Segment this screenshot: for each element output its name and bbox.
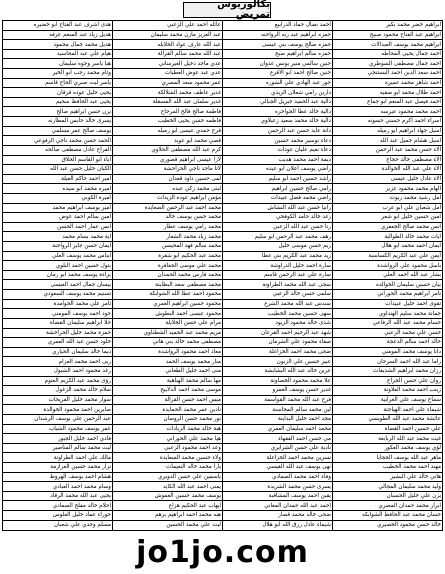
name-cell: امير يوسف ابراهيم محمد xyxy=(3,203,113,213)
name-cell: منار محمد يوسف الحمد xyxy=(113,357,223,367)
table-row xyxy=(3,443,443,453)
table-row xyxy=(3,59,443,69)
name-cell: يحيى خليل عوده قرقان xyxy=(3,88,113,98)
name-cell: لين محمد سالم المحاسنة xyxy=(223,405,333,415)
name-cell: محمد علي موسى الجعافرة xyxy=(113,261,223,271)
name-cell: دعاء نعيم عليان عودات xyxy=(223,145,333,155)
name-cell: اسيل هشام جميل عبد الله xyxy=(333,136,443,146)
name-cell: غدير سلمان عبد الله المسقلة xyxy=(113,97,223,107)
name-cell: احمد عبد الله حمدان المعاني xyxy=(223,501,333,511)
name-cell: رامي صالح حسين ابراهيم xyxy=(223,184,333,194)
name-cell: امين حسين خليل ابو شعر xyxy=(333,213,443,223)
name-cell: ايناس محمد يوسف العلي xyxy=(3,251,113,261)
table-row xyxy=(3,424,443,434)
name-cell: محمد حسن يوسف خالد xyxy=(113,213,223,223)
name-cell: ايمان احمد محمد ابو هلال xyxy=(333,242,443,252)
name-cell: حمزه ابراهيم عبد ربه الرواحنه xyxy=(223,30,333,40)
name-cell: احمد شاهر محمد عميره xyxy=(333,78,443,88)
name-cell: روان علي حسن الجراح xyxy=(333,376,443,386)
name-cell: محمد سالم فهد المحيسن xyxy=(113,242,223,252)
name-cell: امل رشيد محمد ربوت xyxy=(333,193,443,203)
name-cell: مهند احمد محمد الخطيب xyxy=(333,463,443,473)
name-cell: لانا ماجد ناجي الحراحشة xyxy=(113,165,223,175)
name-cell: رانيا حسن عبد الله النشاش xyxy=(223,203,333,213)
name-cell: سندس عبد الله محمد الشرع xyxy=(223,299,333,309)
name-cell: غدير عاطف محمد الشلالكة xyxy=(113,88,223,98)
name-cell: براءة يوسف محمد ابو رمان xyxy=(3,270,113,280)
name-cell: يوسف صالح عمر مسلمي xyxy=(3,126,113,136)
name-cell: الاء علي عبد الله الخوالدة xyxy=(333,165,443,175)
name-cell: يحيى عبد الله محمد الرقاد xyxy=(3,491,113,501)
watermark-footer xyxy=(0,531,445,574)
name-cell: يزن حسن ابراهيم صالح xyxy=(3,107,113,117)
name-cell: عبد الله عارف عواد الخلايله xyxy=(113,40,223,50)
name-cell: سارة علي عبد الرحمن قاسم xyxy=(223,270,333,280)
name-cell: امل شعبان علي ابو عرب xyxy=(333,203,443,213)
name-cell: سوار محمد خليل الفريحات xyxy=(3,395,113,405)
name-cell: سلام خالد محمد الزغول xyxy=(3,386,113,396)
table-row xyxy=(3,491,443,501)
name-cell: صابرين احمد محمود الخوالدة xyxy=(3,405,113,415)
name-cell: نزار محمد حسين العزازمة xyxy=(3,463,113,473)
table-row xyxy=(3,97,443,107)
name-cell: نسرين محمد احمد الخزاعلة xyxy=(223,453,333,463)
name-cell: محمد احمد عبد الرحمن الصعايدة xyxy=(113,203,223,213)
name-cell: عمر محمود سعد المصري xyxy=(113,78,223,88)
name-cell: حنين سالمي منير يونس عدوان xyxy=(223,59,333,69)
name-cell: نادين عمر محمد الحمايدة xyxy=(113,405,223,415)
name-cell: شيماء عادل رزق الله ابو هلال xyxy=(223,520,333,530)
name-cell: يسرى خالد حابس المطارنه xyxy=(3,117,113,127)
name-cell: محمود احمد عطا الله الشوابكة xyxy=(113,290,223,300)
table-row xyxy=(3,357,443,367)
name-cell: هديل محمد جمال محمود xyxy=(3,40,113,50)
name-cell: غدير حسن يوسف العمرو xyxy=(223,386,333,396)
name-cell: مها سالم محمد الهباهبة xyxy=(113,376,223,386)
name-cell: مؤمن ابراهيم عوده الزيدات xyxy=(113,193,223,203)
table-row xyxy=(3,261,443,271)
name-cell: حسن علي محمد الزعبي xyxy=(333,328,443,338)
name-cell: ابرار محمد حمدان المصري xyxy=(333,501,443,511)
name-cell: عائله احمد علي الزعبي xyxy=(113,21,223,31)
name-cell: الهام محمد محمود عزيز xyxy=(333,184,443,194)
table-row xyxy=(3,232,443,242)
name-cell: بتول حسين احمد البلوي xyxy=(3,261,113,271)
name-cell: ايمان حسن جابر الرواحنة xyxy=(3,242,113,252)
name-cell: شهد عبد الرحيم احمد القرعان xyxy=(223,328,333,338)
name-cell: اية محمد بسام محمد xyxy=(3,232,113,242)
name-cell: محمد مصطفى سعد البطاينة xyxy=(113,280,223,290)
names-table xyxy=(2,20,443,531)
name-cell: تقوى احمد خليل عبيدات xyxy=(333,299,443,309)
name-cell: محمد احمد سليمان العمري xyxy=(223,424,333,434)
name-cell: سهى حسين محمد الخطيب xyxy=(223,309,333,319)
name-cell: احمد طلال محمد ابو صقيه xyxy=(333,88,443,98)
name-cell: يزن علي خليل الحسبان xyxy=(333,491,443,501)
name-cell: ولاء حسين محمد السعايدة xyxy=(113,453,223,463)
table-row xyxy=(3,366,443,376)
name-cell: فاطمة صالح فالح المرحاح xyxy=(113,107,223,117)
name-cell: قصي محمد ابو عويد xyxy=(113,136,223,146)
name-cell: فادي احمد خليل الجبور xyxy=(3,434,113,444)
table-row xyxy=(3,328,443,338)
name-cell: ياسمين علي حسن الدويري xyxy=(113,472,223,482)
name-cell: ابراهيم عبد الفتاح محمود صبيح xyxy=(333,30,443,40)
name-cell: نهى يوسف عبد الله القيسي xyxy=(223,463,333,473)
name-cell: ديما خالد سليمان الحياري xyxy=(3,347,113,357)
name-cell: احمد نضال حماد الدرابيع xyxy=(223,21,333,31)
name-cell: ياسر ليث صبري الحاج قاسم xyxy=(3,78,113,88)
table-row xyxy=(3,395,443,405)
table-row xyxy=(3,309,443,319)
name-cell: دالية خالد عطا الجواحره xyxy=(223,107,333,117)
table-row xyxy=(3,117,443,127)
name-cell: يمنى احمد عبد الله الكايد xyxy=(113,482,223,492)
name-cell: نور محمد حسن الروسان xyxy=(113,414,223,424)
table-row xyxy=(3,203,443,213)
name-cell: وئام محمد رجب ابو الخير xyxy=(3,69,113,79)
name-cell: بشار عبد الله احمد العلي xyxy=(333,270,443,280)
name-cell: حور عبد الهادي علي الشوره xyxy=(223,78,333,88)
name-cell: هشام احمد يوسف الهروط xyxy=(3,472,113,482)
table-row xyxy=(3,376,443,386)
name-cell: فرح عبد الله محمد القواسمة xyxy=(223,395,333,405)
name-cell: هبة خالد محمد الزيادات xyxy=(113,424,223,434)
name-cell: راما عبد الله احمد السرحان xyxy=(333,357,443,367)
name-cell: غيث محمد عبد الله الربابعة xyxy=(333,434,443,444)
name-cell: صفاء محمود علي الشرمان xyxy=(223,338,333,348)
table-row xyxy=(3,453,443,463)
name-cell: جمانة محمد سليم الهنداوي xyxy=(333,309,443,319)
name-cell: عبد العزيز مازن محمد سليمان xyxy=(113,30,223,40)
page-title: بكالوريوس تمريض xyxy=(183,2,271,18)
name-cell: احمد جمال مصطفى السوطري xyxy=(333,59,443,69)
name-cell: رنا حسن عبد الله الزعبي xyxy=(223,222,333,232)
name-cell: ماهر عبد الله يوسف الحجايا xyxy=(333,453,443,463)
name-cell: لؤي يوسف محمد العكور xyxy=(333,443,443,453)
table-row xyxy=(3,290,443,300)
name-cell: الاء عادل خليل عيسى xyxy=(333,174,443,184)
name-cell: عائشة محمد عبد الله الطويسي xyxy=(333,414,443,424)
name-cell: منى احمد خليل الطعاني xyxy=(113,366,223,376)
name-cell: دارين رامي شعلان الزيدي xyxy=(223,88,333,98)
name-cell: دانا يوسف محمد المومني xyxy=(333,347,443,357)
name-cell: علا محمد محمود الخصاونة xyxy=(223,376,333,386)
name-cell: هيام علي عبد المحاسيد xyxy=(3,49,113,59)
name-cell: احمد سعد الدين احمد البستنجي xyxy=(333,69,443,79)
name-cell: الفراح عادل مصطفى صالحه xyxy=(3,145,113,155)
name-cell: تسنيم محمد يوسف السعودي xyxy=(3,290,113,300)
name-cell: مسلم وجدي علي شعبان xyxy=(3,520,113,530)
table-row xyxy=(3,126,443,136)
table-row xyxy=(3,520,443,530)
name-cell: ضحى محمد احمد الخزاعلة xyxy=(223,347,333,357)
name-cell: محمود عيسى احمد البطوش xyxy=(113,309,223,319)
table-row xyxy=(3,242,443,252)
name-cell: حمزه سالم ابراهيم صبح xyxy=(223,49,333,59)
name-cell: خالد احمد سالم الدعجة xyxy=(333,338,443,348)
name-cell: رغد خالد حامد الكوفحي xyxy=(223,213,333,223)
name-cell: معاذ احمد محمود الرواشدة xyxy=(113,347,223,357)
name-cell: جود احمد يوسف المومني xyxy=(3,309,113,319)
name-cell: الاء مصطفى خالد حجاج xyxy=(333,155,443,165)
name-cell: هيا ياسر وجوه سليمان xyxy=(3,59,113,69)
name-cell: يحيى عبد الحافظ سحيم xyxy=(3,97,113,107)
table-row xyxy=(3,222,443,232)
name-cell: لبنى محمد زكي عبده xyxy=(113,184,223,194)
name-cell: بيان حسين سليمان الخوالده xyxy=(333,280,443,290)
name-cell: هدى اشرف عبد الفتاح ابو خضيره xyxy=(3,21,113,31)
name-cell: دعاء توسير محمد حسين xyxy=(223,136,333,146)
table-row xyxy=(3,386,443,396)
table-row xyxy=(3,270,443,280)
name-cell: الحمد حسن محمد ناجي الرفوعي xyxy=(3,136,113,146)
table-row xyxy=(3,347,443,357)
name-cell: اميره محمد ابو سيده xyxy=(3,184,113,194)
table-row xyxy=(3,463,443,473)
table-row xyxy=(3,434,443,444)
name-cell: وفاء احمد محمد الصمادي xyxy=(223,472,333,482)
name-cell: عدي عبد عوض العطيات xyxy=(113,69,223,79)
table-row xyxy=(3,184,443,194)
name-cell: سلمى حسن خالد الزعبي xyxy=(223,290,333,300)
name-cell: وليد محمد سليمان المجالي xyxy=(333,482,443,492)
table-row xyxy=(3,414,443,424)
name-cell: مريم محمد عبد الحميد الشطناوي xyxy=(113,328,223,338)
name-cell: هديل زياد عبد المنعم عرفه xyxy=(3,30,113,40)
name-cell: رؤى محمد عبد الكريم العتوم xyxy=(3,376,113,386)
name-cell: سجى عبد الله محمد الطراونة xyxy=(223,280,333,290)
name-cell: مي حسن احمد الفقهاء xyxy=(223,434,333,444)
name-cell: اسيل جهاد ابراهيم ابو رميله xyxy=(333,126,443,136)
name-cell: زينب احمد محمد العلاونة xyxy=(333,386,443,396)
name-cell: هيا محمد علي الحوراني xyxy=(113,434,223,444)
table-row xyxy=(3,30,443,40)
name-cell: عبد الرحمن علي يوسف الرشدان xyxy=(3,414,113,424)
name-cell: مصطفى محمد خالد بني هاني xyxy=(113,338,223,348)
name-cell: ريم حسن موسى خليل xyxy=(223,242,333,252)
name-cell: ليث علي محمد الحسين xyxy=(113,520,223,530)
name-cell: حلا ابراهيم سليمان القضاة xyxy=(3,318,113,328)
names-table-body xyxy=(3,21,443,531)
name-cell: نادية علي حسن الشرايري xyxy=(223,443,333,453)
name-cell: رهف محمد عبد الرحمن ابو سليم xyxy=(223,232,333,242)
name-cell: ابراهيم محمد يوسف العبدالات xyxy=(333,40,443,50)
name-cell: احلام خالد مفلح الصمادي xyxy=(3,501,113,511)
name-cell: حسان محمد عبد الحافظ الشوابكه xyxy=(333,511,443,521)
table-row xyxy=(3,501,443,511)
name-cell: حمزة محمد خليل الحراحشة xyxy=(3,328,113,338)
table-row xyxy=(3,280,443,290)
name-cell: ليث محمد سالم المناصير xyxy=(3,443,113,453)
name-cell: احمد فيصل عبد المنعم ابو جماع xyxy=(333,97,443,107)
name-cell: انس عمار احمد الحسن xyxy=(3,222,113,232)
table-row xyxy=(3,405,443,415)
table-row xyxy=(3,511,443,521)
name-cell: يسرى حسن محمد الشريدة xyxy=(223,482,333,492)
name-cell: الكيان خليل حسن عبد الله xyxy=(3,165,113,175)
name-cell: محمد عبد الحكيم ابو شقرة xyxy=(113,251,223,261)
name-cell: عبد الله محمد سالم القرالة xyxy=(113,49,223,59)
name-cell: حنين صالح احمد ابو الاقرع xyxy=(223,69,333,79)
table-row xyxy=(3,88,443,98)
name-cell: مالك علي احمد الطراونة xyxy=(3,453,113,463)
name-cell: شيماء علي احمد الهياجنة xyxy=(333,405,443,415)
table-row xyxy=(3,78,443,88)
name-cell: سارة احمد خليل الدراوشة xyxy=(223,261,333,271)
name-cell: ايات محمد خالد الطوالبة xyxy=(333,232,443,242)
table-row xyxy=(3,213,443,223)
table-row xyxy=(3,40,443,50)
name-cell: وعد احمد محمود الزعبي xyxy=(113,443,223,453)
name-cell: راشد حسين احمد ابو سليم xyxy=(223,174,333,184)
name-cell: الاء حسن محمد عبد الرحمن xyxy=(333,145,443,155)
name-cell: عدي ماجد دخيل العيرساني xyxy=(113,59,223,69)
name-cell: راضي محمد فضل عبيدات xyxy=(223,193,333,203)
table-row xyxy=(3,107,443,117)
name-cell: رغد محمود احمد الشبول xyxy=(3,366,113,376)
name-cell: علي حسين احمد القضاة xyxy=(333,424,443,434)
name-cell: حسام محمد عبد الله الرفاعي xyxy=(333,318,443,328)
table-row xyxy=(3,69,443,79)
table-row xyxy=(3,49,443,59)
name-cell: لارا عيسى ابراهيم قصوري xyxy=(113,155,223,165)
name-cell: محمد رامي يوسف عطار xyxy=(113,222,223,232)
name-cell: دالية خالد محمد سعيد زعيلاوي xyxy=(223,117,333,127)
table-row xyxy=(3,318,443,328)
name-cell: وسام محمد احمد العبادي xyxy=(3,482,113,492)
name-cell: محمود حسين ابراهيم العمري xyxy=(113,299,223,309)
name-cell: كرم عبد الله مصطفى الحلاوي xyxy=(113,145,223,155)
name-cell: دالية عبد الحميد جبريل الجبالي xyxy=(223,97,333,107)
site-logo: jo1jo.com xyxy=(136,534,309,570)
name-cell: اميرة الكوبي xyxy=(3,193,113,203)
table-row xyxy=(3,136,443,146)
name-cell: ابراهيم خضر محمد بكير xyxy=(333,21,443,31)
name-cell: فرح حمدي عيسى ابو رميله xyxy=(113,126,223,136)
name-cell: هبه محمد احمد ابراهيم برهم xyxy=(113,511,223,521)
name-cell: يقين احمد يوسف المشاقبة xyxy=(223,491,333,501)
table-row xyxy=(3,174,443,184)
name-cell: اسراء احمد اكرم حسني حسونه xyxy=(333,117,443,127)
name-cell: امين سالم احمد عوض xyxy=(3,213,113,223)
name-cell: عمر يوسف محمود الشياب xyxy=(3,424,113,434)
name-cell: سماح يوسف علي الغرايبة xyxy=(333,395,443,405)
name-cell: فاطمه حسن يحيى الخطيب xyxy=(113,117,223,127)
name-cell: محمد زياد محمد الشعار xyxy=(113,232,223,242)
name-cell: حوراء عماد خليل العلوس xyxy=(3,511,113,521)
table-row xyxy=(3,145,443,155)
table-row xyxy=(3,165,443,175)
name-cell: خالد حسن محمود الخصيري xyxy=(333,520,443,530)
table-row xyxy=(3,21,443,31)
table-row xyxy=(3,251,443,261)
name-cell: احمد جمال يحيى المحاطه xyxy=(333,49,443,59)
name-cell: عبير حسين علي الزبون xyxy=(223,357,333,367)
name-cell: دانة عايد حسن عبد الرحمن xyxy=(223,126,333,136)
name-cell: ضحى خالد محمد قصار xyxy=(223,511,333,521)
name-cell: خلود حسن عبد الله العمري xyxy=(3,338,113,348)
name-cell: تامر ابراهيم محمد الحوراني xyxy=(333,290,443,300)
name-cell: محمد فارس محمد الحمدان xyxy=(113,270,223,280)
name-cell: احمد محمد محمود عيرسه xyxy=(333,107,443,117)
table-row xyxy=(3,338,443,348)
name-cell: حمزه صالح يوسف بني عيسى xyxy=(223,40,333,50)
name-cell: ايهاب عبد الحكيم هزاع xyxy=(113,501,223,511)
name-cell: لمى حسين داود قعدان xyxy=(113,174,223,184)
table-row xyxy=(3,299,443,309)
table-row xyxy=(3,155,443,165)
name-cell: ايمن علي عبد الكريم الكساسبة xyxy=(333,251,443,261)
name-cell: هاني خالد علي البشير xyxy=(333,472,443,482)
name-cell: مرام علي حسن الخلايلة xyxy=(113,318,223,328)
name-cell: يوسف محمد حسين العموش xyxy=(113,491,223,501)
name-cell: انس محمد صالح الجعفري xyxy=(333,222,443,232)
name-cell: امير احمد حاكم العيلة xyxy=(3,174,113,184)
name-cell: ربى احمد محمد العزام xyxy=(3,357,113,367)
name-cell: يارا محمد خالد النعيمات xyxy=(113,463,223,473)
name-cell: ثامر علي محمد الحوامدة xyxy=(3,299,113,309)
name-cell: باسل محمود علي الرواشدة xyxy=(333,261,443,271)
name-cell: اباء ابو القاسم الحلاق xyxy=(3,155,113,165)
table-row xyxy=(3,193,443,203)
name-cell: عرين خالد عبد الله البشابشة xyxy=(223,366,333,376)
name-cell: رزان محمد ابراهيم الشديفات xyxy=(333,366,443,376)
table-row xyxy=(3,472,443,482)
name-cell: ميس احمد حسن القرالة xyxy=(113,395,223,405)
name-cell: بيسان جمال احمد العيسى xyxy=(3,280,113,290)
name-cell: شذى خالد محمود الزيود xyxy=(223,318,333,328)
name-cell: راضي يوسف اعلان ابو عيده xyxy=(223,165,333,175)
name-cell: موسى محمد احمد الدلابيح xyxy=(113,386,223,396)
table-row xyxy=(3,482,443,492)
name-cell: ديمة احمد محمد هديب xyxy=(223,155,333,165)
name-cell: مجد احمد خليل البداينة xyxy=(223,414,333,424)
name-cell: زيد محمد عبد الكريم بني عطا xyxy=(223,251,333,261)
